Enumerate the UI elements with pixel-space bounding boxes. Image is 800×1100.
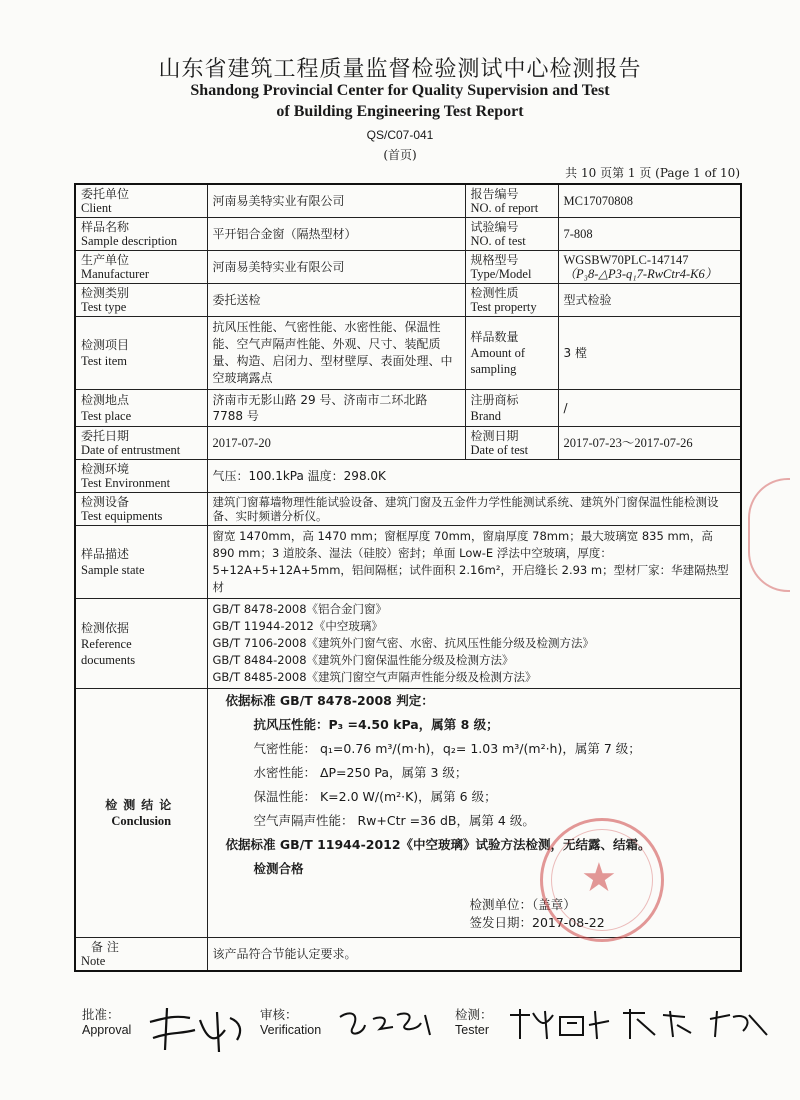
pass-verdict: 检测合格 — [253, 861, 304, 876]
sampling-label: 样品数量 Amount of sampling — [465, 317, 558, 390]
test-place-label: 检测地点 Test place — [75, 390, 207, 427]
report-title-cn: 山东省建筑工程质量监督检验测试中心检测报告 — [158, 57, 642, 82]
row-reference — [75, 599, 741, 689]
conclusion-label: 检测结论 Conclusion — [75, 689, 207, 938]
note-value: 该产品符合节能认定要求。 — [207, 938, 741, 972]
reference-item: GB/T 8478-2008《铝合金门窗》 — [212, 602, 388, 616]
conclusion-body — [207, 689, 741, 938]
manufacturer-value: 河南易美特实业有限公司 — [207, 251, 465, 284]
report-title-en-line1: Shandong Provincial Center for Quality Supervision and Test — [190, 82, 610, 99]
verification-signature — [335, 1005, 445, 1050]
reference-label: 检测依据 Reference documents — [75, 599, 207, 689]
test-place-value: 济南市无影山路 29 号、济南市二环北路 7788 号 — [207, 390, 465, 427]
row-manufacturer — [75, 251, 741, 284]
reference-list — [207, 599, 741, 689]
test-item-value: 抗风压性能、气密性能、水密性能、保温性能、空气声隔声性能、外观、尺寸、装配质量、构造、启闭力、型材壁厚、表面处理、中空玻璃露点 — [207, 317, 465, 390]
brand-label: 注册商标 Brand — [465, 390, 558, 427]
reference-item: GB/T 8485-2008《建筑门窗空气声隔声性能分级及检测方法》 — [212, 670, 537, 684]
entrust-date-label: 委托日期 Date of entrustment — [75, 427, 207, 460]
first-page-label: (首页) — [383, 148, 417, 162]
model-value: WGSBW70PLC-147147 （P₃8-△P3-q₁7-RwCtr4-K6） — [558, 251, 741, 284]
reference-item: GB/T 7106-2008《建筑外门窗气密、水密、抗风压性能分级及检测方法》 — [212, 636, 595, 650]
sample-desc-label: 样品名称 Sample description — [75, 218, 207, 251]
test-type-label: 检测类别 Test type — [75, 284, 207, 317]
official-seal — [540, 818, 664, 942]
sampling-value: 3 樘 — [558, 317, 741, 390]
entrust-date-value: 2017-07-20 — [207, 427, 465, 460]
test-no-label: 试验编号 NO. of test — [465, 218, 558, 251]
test-property-value: 型式检验 — [558, 284, 741, 317]
row-equipment — [75, 493, 741, 526]
test-date-label: 检测日期 Date of test — [465, 427, 558, 460]
equipment-value: 建筑门窗幕墙物理性能试验设备、建筑门窗及五金件力学性能测试系统、建筑外门窗保温性能检测设备、实时频谱分析仪。 — [207, 493, 741, 526]
row-test-place — [75, 390, 741, 427]
row-sample-state — [75, 526, 741, 599]
equipment-label: 检测设备 Test equipments — [75, 493, 207, 526]
thermal-result: 保温性能： K=2.0 W/(m²·K)，属第 6 级； — [253, 789, 497, 804]
row-test-type — [75, 284, 741, 317]
air-tightness-result: 气密性能： q₁=0.76 m³/(m·h)，q₂= 1.03 m³/(m²·h)，属第 7 级； — [253, 741, 641, 756]
water-tightness-result: 水密性能： ΔP=250 Pa，属第 3 级； — [253, 765, 468, 780]
row-dates — [75, 427, 741, 460]
environment-label: 检测环境 Test Environment — [75, 460, 207, 493]
test-item-label: 检测项目 Test item — [75, 317, 207, 390]
issue-date: 签发日期：2017-08-22 — [469, 915, 605, 930]
report-no-label: 报告编号 NO. of report — [465, 184, 558, 218]
test-property-label: 检测性质 Test property — [465, 284, 558, 317]
model-label: 规格型号 Type/Model — [465, 251, 558, 284]
reference-item: GB/T 11944-2012《中空玻璃》 — [212, 619, 383, 633]
conclusion-basis-1: 依据标准 GB/T 8478-2008 判定： — [225, 693, 434, 708]
approval-label: 批准： Approval — [82, 1007, 132, 1037]
report-no-value: MC17070808 — [558, 184, 741, 218]
environment-value: 气压：100.1kPa 温度：298.0K — [207, 460, 741, 493]
test-date-value: 2017-07-23～2017-07-26 — [558, 427, 741, 460]
document-number: QS/C07-041 — [366, 128, 434, 142]
edge-seal — [748, 478, 790, 592]
wind-pressure-result: 抗风压性能：P₃ =4.50 kPa，属第 8 级； — [253, 717, 499, 732]
manufacturer-label: 生产单位 Manufacturer — [75, 251, 207, 284]
verification-label: 审核： Verification — [260, 1007, 322, 1037]
client-label: 委托单位 Client — [75, 184, 207, 218]
tester-signatures — [505, 1005, 775, 1045]
seal-star-icon: ★ — [581, 855, 617, 901]
page-info: 共 10 页第 1 页 (Page 1 of 10) — [565, 166, 740, 180]
sample-state-label: 样品描述 Sample state — [75, 526, 207, 599]
tester-label: 检测： Tester — [455, 1007, 493, 1037]
note-label: 备 注 Note — [75, 938, 207, 972]
test-no-value: 7-808 — [558, 218, 741, 251]
row-test-item — [75, 317, 741, 390]
sound-insulation-result: 空气声隔声性能： Rw+Ctr =36 dB，属第 4 级。 — [253, 813, 535, 828]
report-title-en-line2: of Building Engineering Test Report — [276, 103, 524, 120]
row-sample — [75, 218, 741, 251]
row-note — [75, 938, 741, 972]
issuing-unit: 检测单位：（盖章） — [469, 897, 576, 912]
approval-signature — [145, 1000, 255, 1060]
client-value: 河南易美特实业有限公司 — [207, 184, 465, 218]
test-type-value: 委托送检 — [207, 284, 465, 317]
row-environment — [75, 460, 741, 493]
reference-item: GB/T 8484-2008《建筑外门窗保温性能分级及检测方法》 — [212, 653, 514, 667]
sample-state-value: 窗宽 1470mm，高 1470 mm；窗框厚度 70mm，窗扇厚度 78mm；最大玻璃宽 835 mm，高 890 mm；3 道胶条、湿法（硅胶）密封；单面 Low-E 浮法中空玻璃，厚度：5+12A+5+12A+5mm，铝间隔框；试件面积 2.16m²，开启缝长 2.93 m；型材厂家：华建隔热型材 — [207, 526, 741, 599]
brand-value: / — [558, 390, 741, 427]
row-client — [75, 184, 741, 218]
conclusion-basis-2: 依据标准 GB/T 11944-2012《中空玻璃》试验方法检测，无结露、结霜。 — [225, 837, 651, 852]
sample-desc-value: 平开铝合金窗（隔热型材） — [207, 218, 465, 251]
